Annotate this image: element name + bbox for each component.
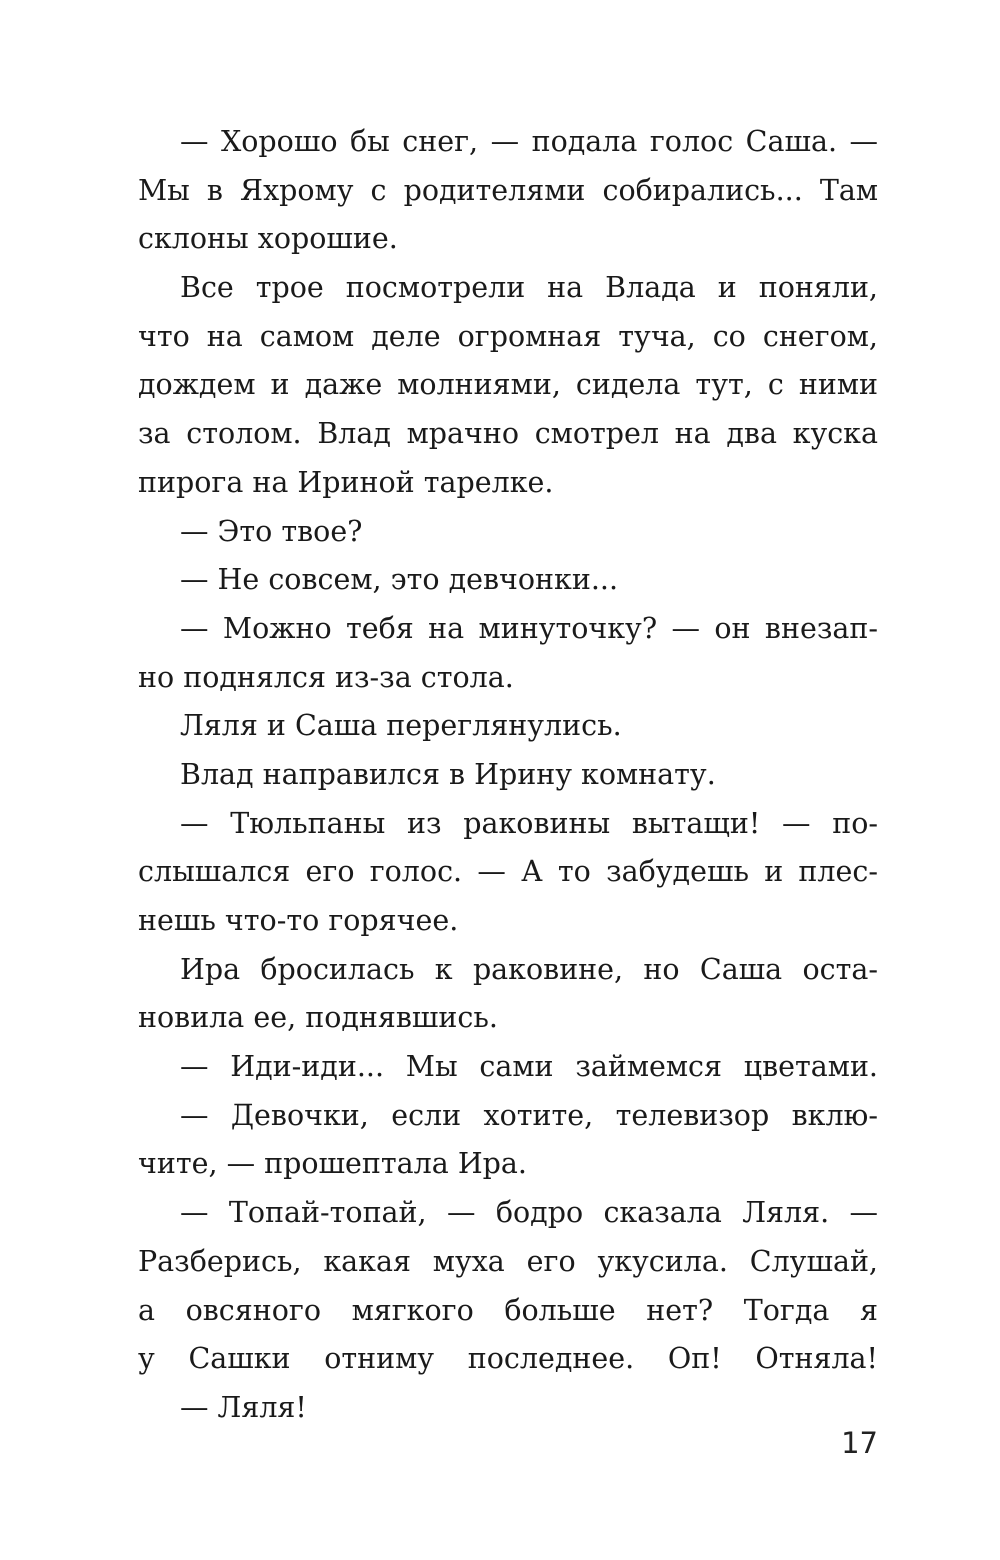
text-line: Все трое посмотрели на Влада и поняли, [180, 271, 878, 305]
text-line: а овсяного мягкого больше нет? Тогда я [138, 1293, 878, 1327]
text-line: Мы в Яхрому с родителями собирались... Там [138, 173, 878, 207]
text-line: что на самом деле огромная туча, со снегом, [138, 319, 878, 353]
text-line: у Сашки отниму последнее. Оп! Отняла! [138, 1342, 878, 1376]
text-line: — Хорошо бы снег, — подала голос Саша. — [180, 125, 878, 158]
text-line: Ляля и Саша переглянулись. [180, 709, 622, 743]
text-line: Разберись, какая муха его укусила. Слушай, [138, 1244, 878, 1278]
text-line: — Это твое? [180, 514, 363, 548]
text-line: слышался его голос. — А то забудешь и плес- [138, 855, 878, 889]
text-line: за столом. Влад мрачно смотрел на два куска [138, 417, 878, 451]
text-line: Ира бросилась к раковине, но Саша оста- [180, 952, 878, 986]
page-number: 17 [841, 1426, 878, 1460]
text-line: пирога на Ириной тарелке. [138, 465, 554, 499]
text-line: — Тюльпаны из раковины вытащи! — по- [180, 806, 878, 840]
text-line: — Девочки, если хотите, телевизор вклю- [180, 1098, 878, 1132]
text-line: — Можно тебя на минуточку? — он внезап- [180, 611, 878, 645]
text-line: склоны хорошие. [138, 222, 398, 256]
text-line: — Иди-иди... Мы сами займемся цветами. [180, 1050, 878, 1084]
text-line: нешь что-то горячее. [138, 904, 459, 937]
text-line: — Не совсем, это девчонки... [180, 563, 619, 597]
body-text [138, 118, 878, 1433]
text-line: — Ляля! [180, 1390, 307, 1424]
text-line: чите, — прошептала Ира. [138, 1147, 527, 1181]
text-line: дождем и даже молниями, сидела тут, с ними [138, 368, 878, 402]
text-line: но поднялся из-за стола. [138, 660, 514, 694]
text-line: Влад направился в Ирину комнату. [180, 757, 716, 791]
text-line: — Топай-топай, — бодро сказала Ляля. — [180, 1196, 878, 1230]
text-line: новила ее, поднявшись. [138, 1001, 498, 1035]
